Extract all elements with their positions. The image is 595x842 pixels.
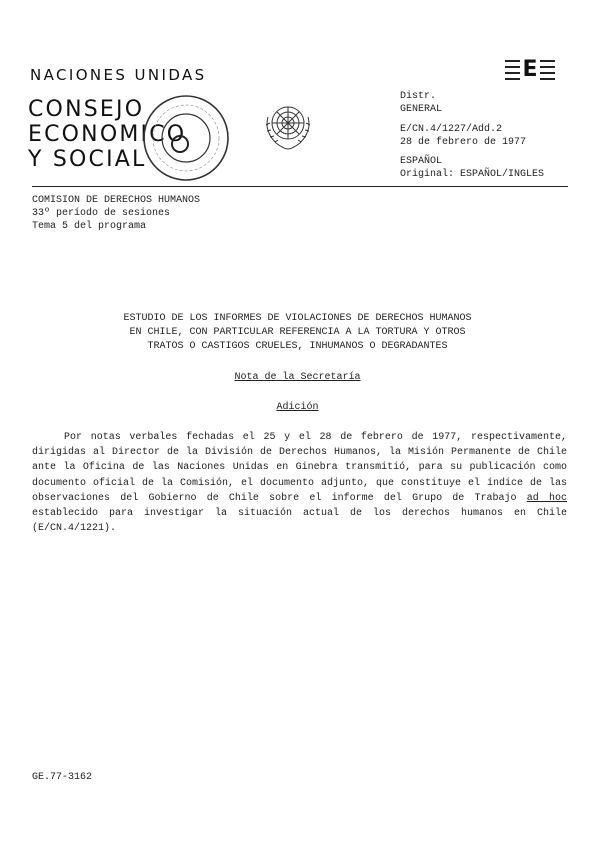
job-number: GE.77-3162 xyxy=(32,772,93,783)
document-language: ESPAÑOL xyxy=(400,156,443,167)
commission-name: COMISION DE DERECHOS HUMANOS xyxy=(32,195,201,206)
secretariat-note: Nota de la Secretaría xyxy=(234,372,361,383)
title-line-1: ESTUDIO DE LOS INFORMES DE VIOLACIONES DE DERECHOS HUMANOS xyxy=(123,313,472,324)
distribution-label: Distr. xyxy=(400,91,437,102)
document-date: 28 de febrero de 1977 xyxy=(400,137,527,148)
document-symbol: E/CN.4/1227/Add.2 xyxy=(400,124,503,135)
session-number: 33º período de sesiones xyxy=(32,208,171,219)
title-line-2: EN CHILE, CON PARTICULAR REFERENCIA A LA TORTURA Y OTROS xyxy=(129,327,466,338)
body-paragraph xyxy=(32,430,567,536)
body-text-part-2: establecido para investigar la situación actual de los derechos humanos en Chile (E/CN.4/1221). xyxy=(32,508,567,535)
body-text-emphasis: ad hoc xyxy=(526,492,567,504)
agenda-item: Tema 5 del programa xyxy=(32,221,147,232)
addendum-label: Adición xyxy=(276,402,319,413)
header-divider xyxy=(32,186,568,187)
document-series-logo xyxy=(505,57,555,82)
circular-stamp-icon xyxy=(140,92,232,189)
council-line-3: Y SOCIAL xyxy=(28,147,147,172)
distribution-value: GENERAL xyxy=(400,104,443,115)
title-line-3: TRATOS O CASTIGOS CRUELES, INHUMANOS O DEGRADANTES xyxy=(147,341,448,352)
original-language: Original: ESPAÑOL/INGLES xyxy=(400,169,545,180)
org-name: NACIONES UNIDAS xyxy=(30,66,207,84)
council-line-2: ECONOMICO xyxy=(28,122,187,147)
un-emblem-icon xyxy=(258,95,318,160)
body-text-part-1: Por notas verbales fechadas el 25 y el 28 de febrero de 1977, respectivamente, dirigidas al Director de la División de Derechos Humanos, la Misión Permanente de Chile ante la Oficina de las Naciones Unidas en Ginebra transmitió, para su publicación como documento oficial de la Comisión, el documento adjunto, que constituye el índice de las observaciones del Gobierno de Chile sobre el informe del Grupo de Trabajo xyxy=(32,432,567,504)
council-line-1: CONSEJO xyxy=(28,97,145,122)
logo-letter: E xyxy=(520,57,540,83)
